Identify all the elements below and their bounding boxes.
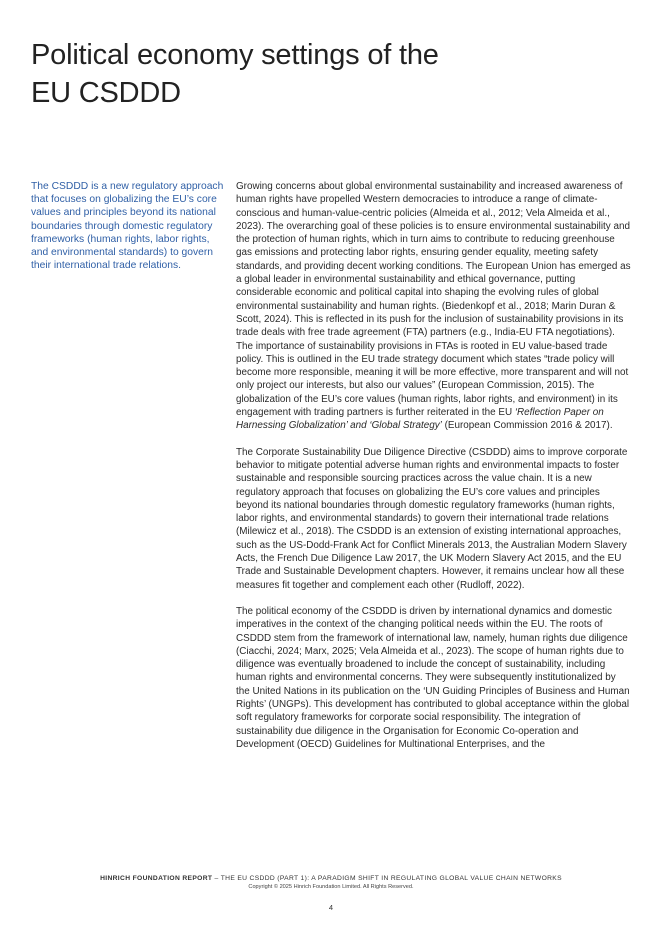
footer-report-title: – THE EU CSDDD (PART 1): A PARADIGM SHIFT IN REGULATING GLOBAL VALUE CHAIN NETWORKS [212,875,562,882]
body-paragraph-1-text: Growing concerns about global environmental sustainability and increased awareness of human rights have propelled Western democracies to introduce a range of climate-conscious and human-value-centric policies (Almeida et al., 2012; Vela Almeida et al., 2023). The overarching goal of these policies is to ensure environmental sustainability and the protection of human rights, which in turn aims to contribute to reducing greenhouse gas emissions and protecting labor rights, ensuring gender equality, meeting safety standards, and providing decent working conditions. The European Union has emerged as a global leader in environmental sustainability and ethical governance, putting considerable economic and political capital into shaping the evolving rules of global environmental sustainability and human rights. (Biedenkopf et al., 2018; Marin Duran & Scott, 2024). This is reflected in its push for the inclusion of sustainability provisions in its trade deals with free trade agreement (FTA) partners (e.g., India-EU FTA negotiations). The importance of sustainability provisions in FTAs is rooted in EU value-based trade policy. This is outlined in the EU trade strategy document which states “trade policy will become more responsible, meaning it will be more effective, more transparent and will not only project our interests, but also our values” (European Commission, 2015). The globalization of the EU’s core values (human rights, labor rights, and environment) in its engagement with trading partners is further reiterated in the EU [236,181,631,419]
footer-org-name: HINRICH FOUNDATION REPORT [100,875,213,882]
footer-copyright: Copyright © 2025 Hinrich Foundation Limited. All Rights Reserved. [248,884,414,890]
body-paragraph-3: The political economy of the CSDDD is driven by international dynamics and domestic imperatives in the context of the changing political needs within the EU. The roots of CSDDD stem from the framework of international law, namely, human rights due diligence (Ciacchi, 2024; Marx, 2025; Vela Almeida et al., 2023). The scope of human rights due to diligence was eventually broadened to include the concept of sustainability, including human rights and environmental concerns. They were subsequently institutionalized by the United Nations in its publication on the ‘UN Guiding Principles of Business and Human Rights’ (UNGPs). This development has contributed to global acceptance within the global soft regulatory frameworks for corporate social responsibility. The integration of sustainability due diligence in the Organisation for Economic Co-operation and Development (OECD) Guidelines for Multinational Enterprises, and the [236,605,630,750]
footer-report-line [0,874,662,883]
page-footer [0,874,662,891]
page-number: 4 [328,903,334,912]
body-column [236,180,631,764]
body-paragraph-1-end: (European Commission 2016 & 2017). [441,420,613,432]
page-title: Political economy settings of the EU CSDDD [31,39,439,109]
body-paragraph-1 [236,180,631,433]
body-paragraph-1-italic: ‘Reflection Paper on Harnessing Globalization’ and ‘Global Strategy’ [236,407,604,432]
pull-quote: The CSDDD is a new regulatory approach that focuses on globalizing the EU’s core values and principles beyond its national boundaries through domestic regulatory frameworks (human rights, labor rights, and environmental standards) to govern their international trade relations. [31,181,224,272]
body-paragraph-2: The Corporate Sustainability Due Diligence Directive (CSDDD) aims to improve corporate behavior to mitigate potential adverse human rights and environmental impacts to foster sustainable and responsible sourcing practices across the value chain. It is a new regulatory approach that focuses on globalizing the EU’s core values and principles beyond its national boundaries through domestic regulatory frameworks (human rights, labor rights, and environmental standards) to govern their international trade relations (Milewicz et al., 2018). The CSDDD is an extension of existing international approaches, such as the US-Dodd-Frank Act for Conflict Minerals 2013, the Australian Modern Slavery Acts, the French Due Diligence Law 2017, the UK Modern Slavery Act 2015, and the EU Trade and Sustainable Development chapters. However, it remains unclear how all these measures fit together and complement each other (Rudloff, 2022). [236,446,628,591]
